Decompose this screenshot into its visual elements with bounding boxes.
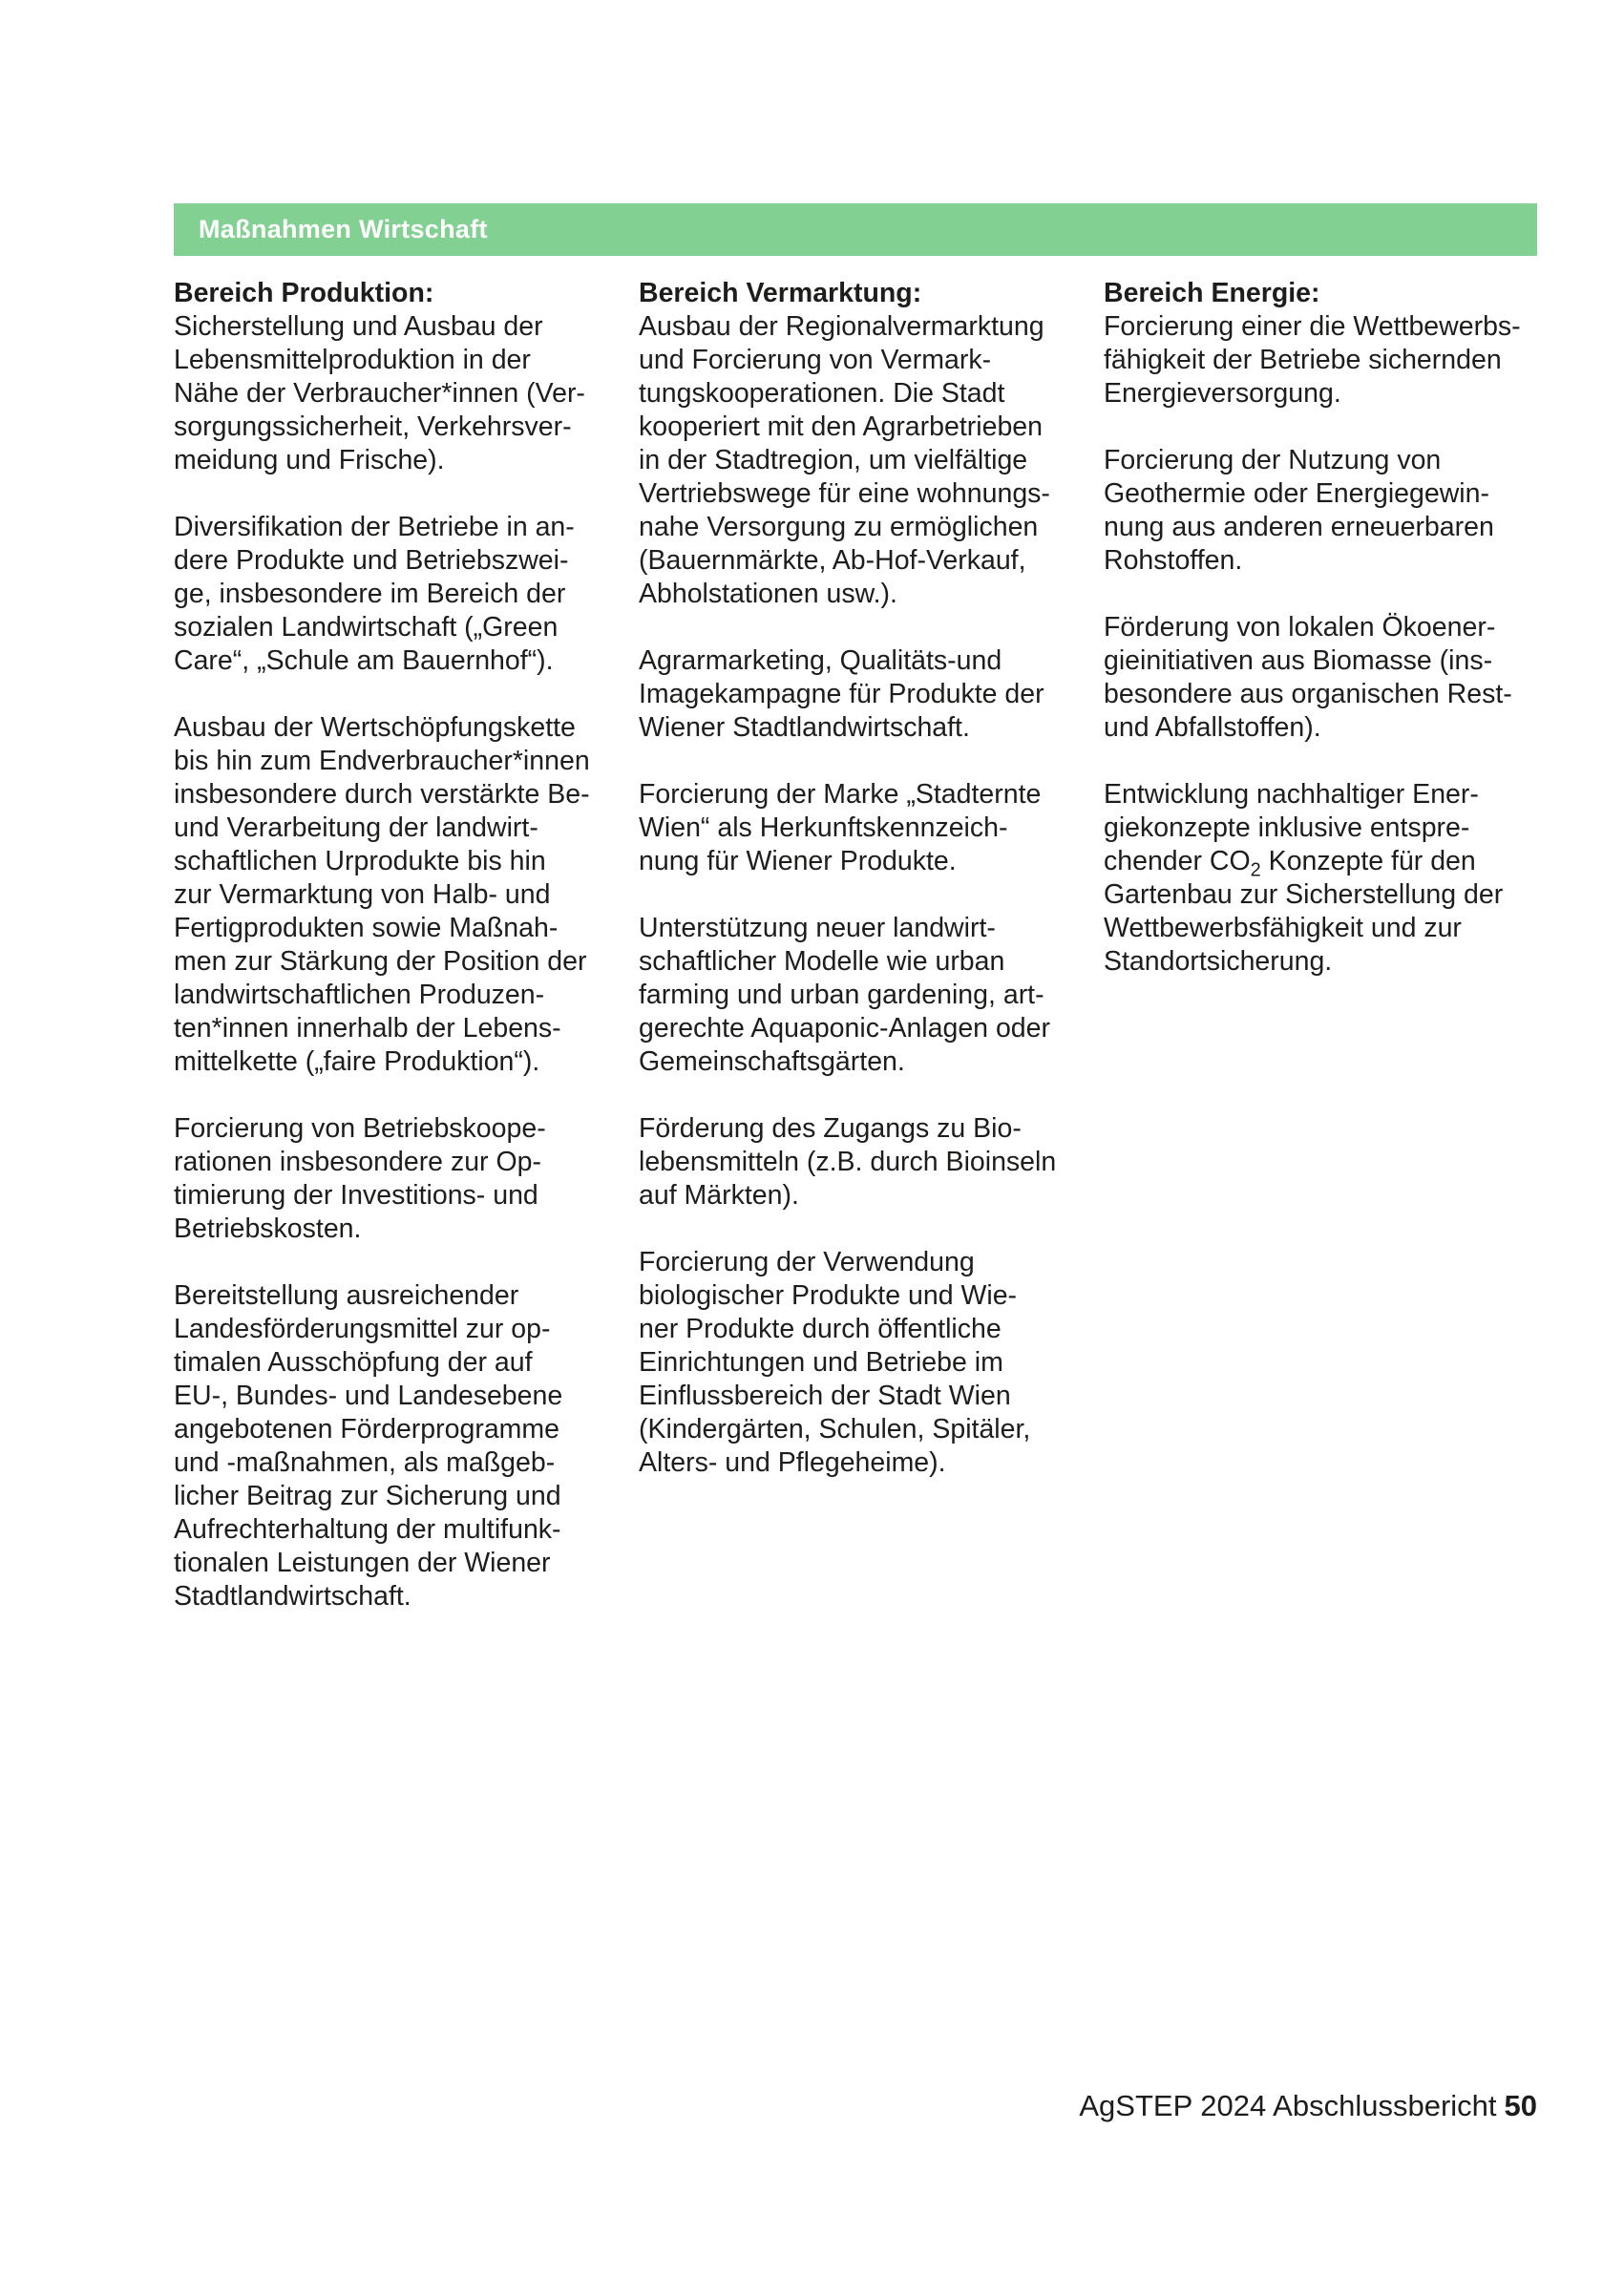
paragraph: Unterstützung neuer landwirt- schaftlicher Modelle wie urban farming und urban gardening, art- gerechte Aquaponic-Anlagen oder Gemeinschaftsgärten. [639, 913, 1050, 1077]
footer-text: AgSTEP 2024 Abschlussbericht [1079, 2089, 1497, 2122]
paragraph: Ausbau der Wertschöpfungskette bis hin zum Endverbraucher*innen insbesondere durch verstärkte Be- und Verarbeitung der landwirt- schaftlichen Urprodukte bis hin zur Vermarktung von Halb- und Fertigprodukten sowie Maßnah- men zur Stärkung der Position der landwirtschaftlichen Produzen- ten*innen innerhalb der Lebens- mittelkette („faire Produktion“). [174, 712, 590, 1077]
paragraph: Agrarmarketing, Qualitäts-und Imagekampagne für Produkte der Wiener Stadtlandwirtschaft. [639, 645, 1044, 743]
paragraph: Förderung des Zugangs zu Bio- lebensmitteln (z.B. durch Bioinseln auf Märkten). [639, 1113, 1057, 1211]
column-energie [1104, 277, 1543, 1012]
page-number: 50 [1504, 2089, 1537, 2122]
page-footer [1079, 2087, 1537, 2125]
column-vermarktung [639, 277, 1078, 1513]
co2-subscript: 2 [1250, 859, 1261, 881]
paragraph: Forcierung der Nutzung von Geothermie oder Energiegewin- nung aus anderen erneuerbaren Rohstoffen. [1104, 445, 1494, 576]
paragraph: Forcierung der Verwendung biologischer Produkte und Wie- ner Produkte durch öffentliche Einrichtungen und Betriebe im Einflussbereich der Stadt Wien (Kindergärten, Schulen, Spitäler, Alters- und Pflegeheime). [639, 1247, 1031, 1478]
column-heading: Bereich Vermarktung: [639, 278, 922, 308]
co2-text-after: Konzepte für den Gartenbau zur Sicherstellung der Wettbewerbsfähigkeit und zur Standortsicherung. [1104, 846, 1504, 977]
paragraph: Diversifikation der Betriebe in an- dere Produkte und Betriebszwei- ge, insbesondere im Bereich der sozialen Landwirtschaft („Green Care“, „Schule am Bauernhof“). [174, 512, 575, 676]
section-title: Maßnahmen Wirtschaft [199, 215, 488, 243]
column-heading: Bereich Energie: [1104, 278, 1320, 308]
paragraph: Forcierung von Betriebskoope- rationen insbesondere zur Op- timierung der Investitions- und Betriebskosten. [174, 1113, 546, 1244]
column-heading: Bereich Produktion: [174, 278, 434, 308]
paragraph-co2 [1104, 778, 1543, 979]
co2-text-before: Entwicklung nachhaltiger Ener- giekonzepte inklusive entspre- chender CO [1104, 779, 1479, 876]
paragraph: Bereitstellung ausreichender Landesförderungsmittel zur op- timalen Ausschöpfung der auf EU-, Bundes- und Landesebene angebotenen Förderprogramme und -maßnahmen, als maßgeb- licher Beitrag zur Sicherung und Aufrechterhaltung der multifunk- tionalen Leistungen der Wiener Stadtlandwirtschaft. [174, 1280, 563, 1612]
paragraph: Sicherstellung und Ausbau der Lebensmittelproduktion in der Nähe der Verbraucher*innen (Ver- sorgungssicherheit, Verkehrsver- meidung und Frische). [174, 311, 585, 475]
paragraph: Förderung von lokalen Ökoener- gieinitiativen aus Biomasse (ins- besondere aus organischen Rest- und Abfallstoffen). [1104, 612, 1512, 743]
column-produktion [174, 277, 613, 1647]
paragraph: Ausbau der Regionalvermarktung und Forcierung von Vermark- tungskooperationen. Die Stadt kooperiert mit den Agrarbetrieben in der Stadtregion, um vielfältige Vertriebswege für eine wohnungs- nahe Versorgung zu ermöglichen (Bauernmärkte, Ab-Hof-Verkauf, Abholstationen usw.). [639, 311, 1050, 609]
paragraph: Forcierung einer die Wettbewerbs- fähigkeit der Betriebe sichernden Energieversorgung. [1104, 311, 1521, 409]
paragraph: Forcierung der Marke „Stadternte Wien“ als Herkunftskennzeich- nung für Wiener Produkte. [639, 779, 1042, 876]
section-banner [174, 203, 1537, 256]
